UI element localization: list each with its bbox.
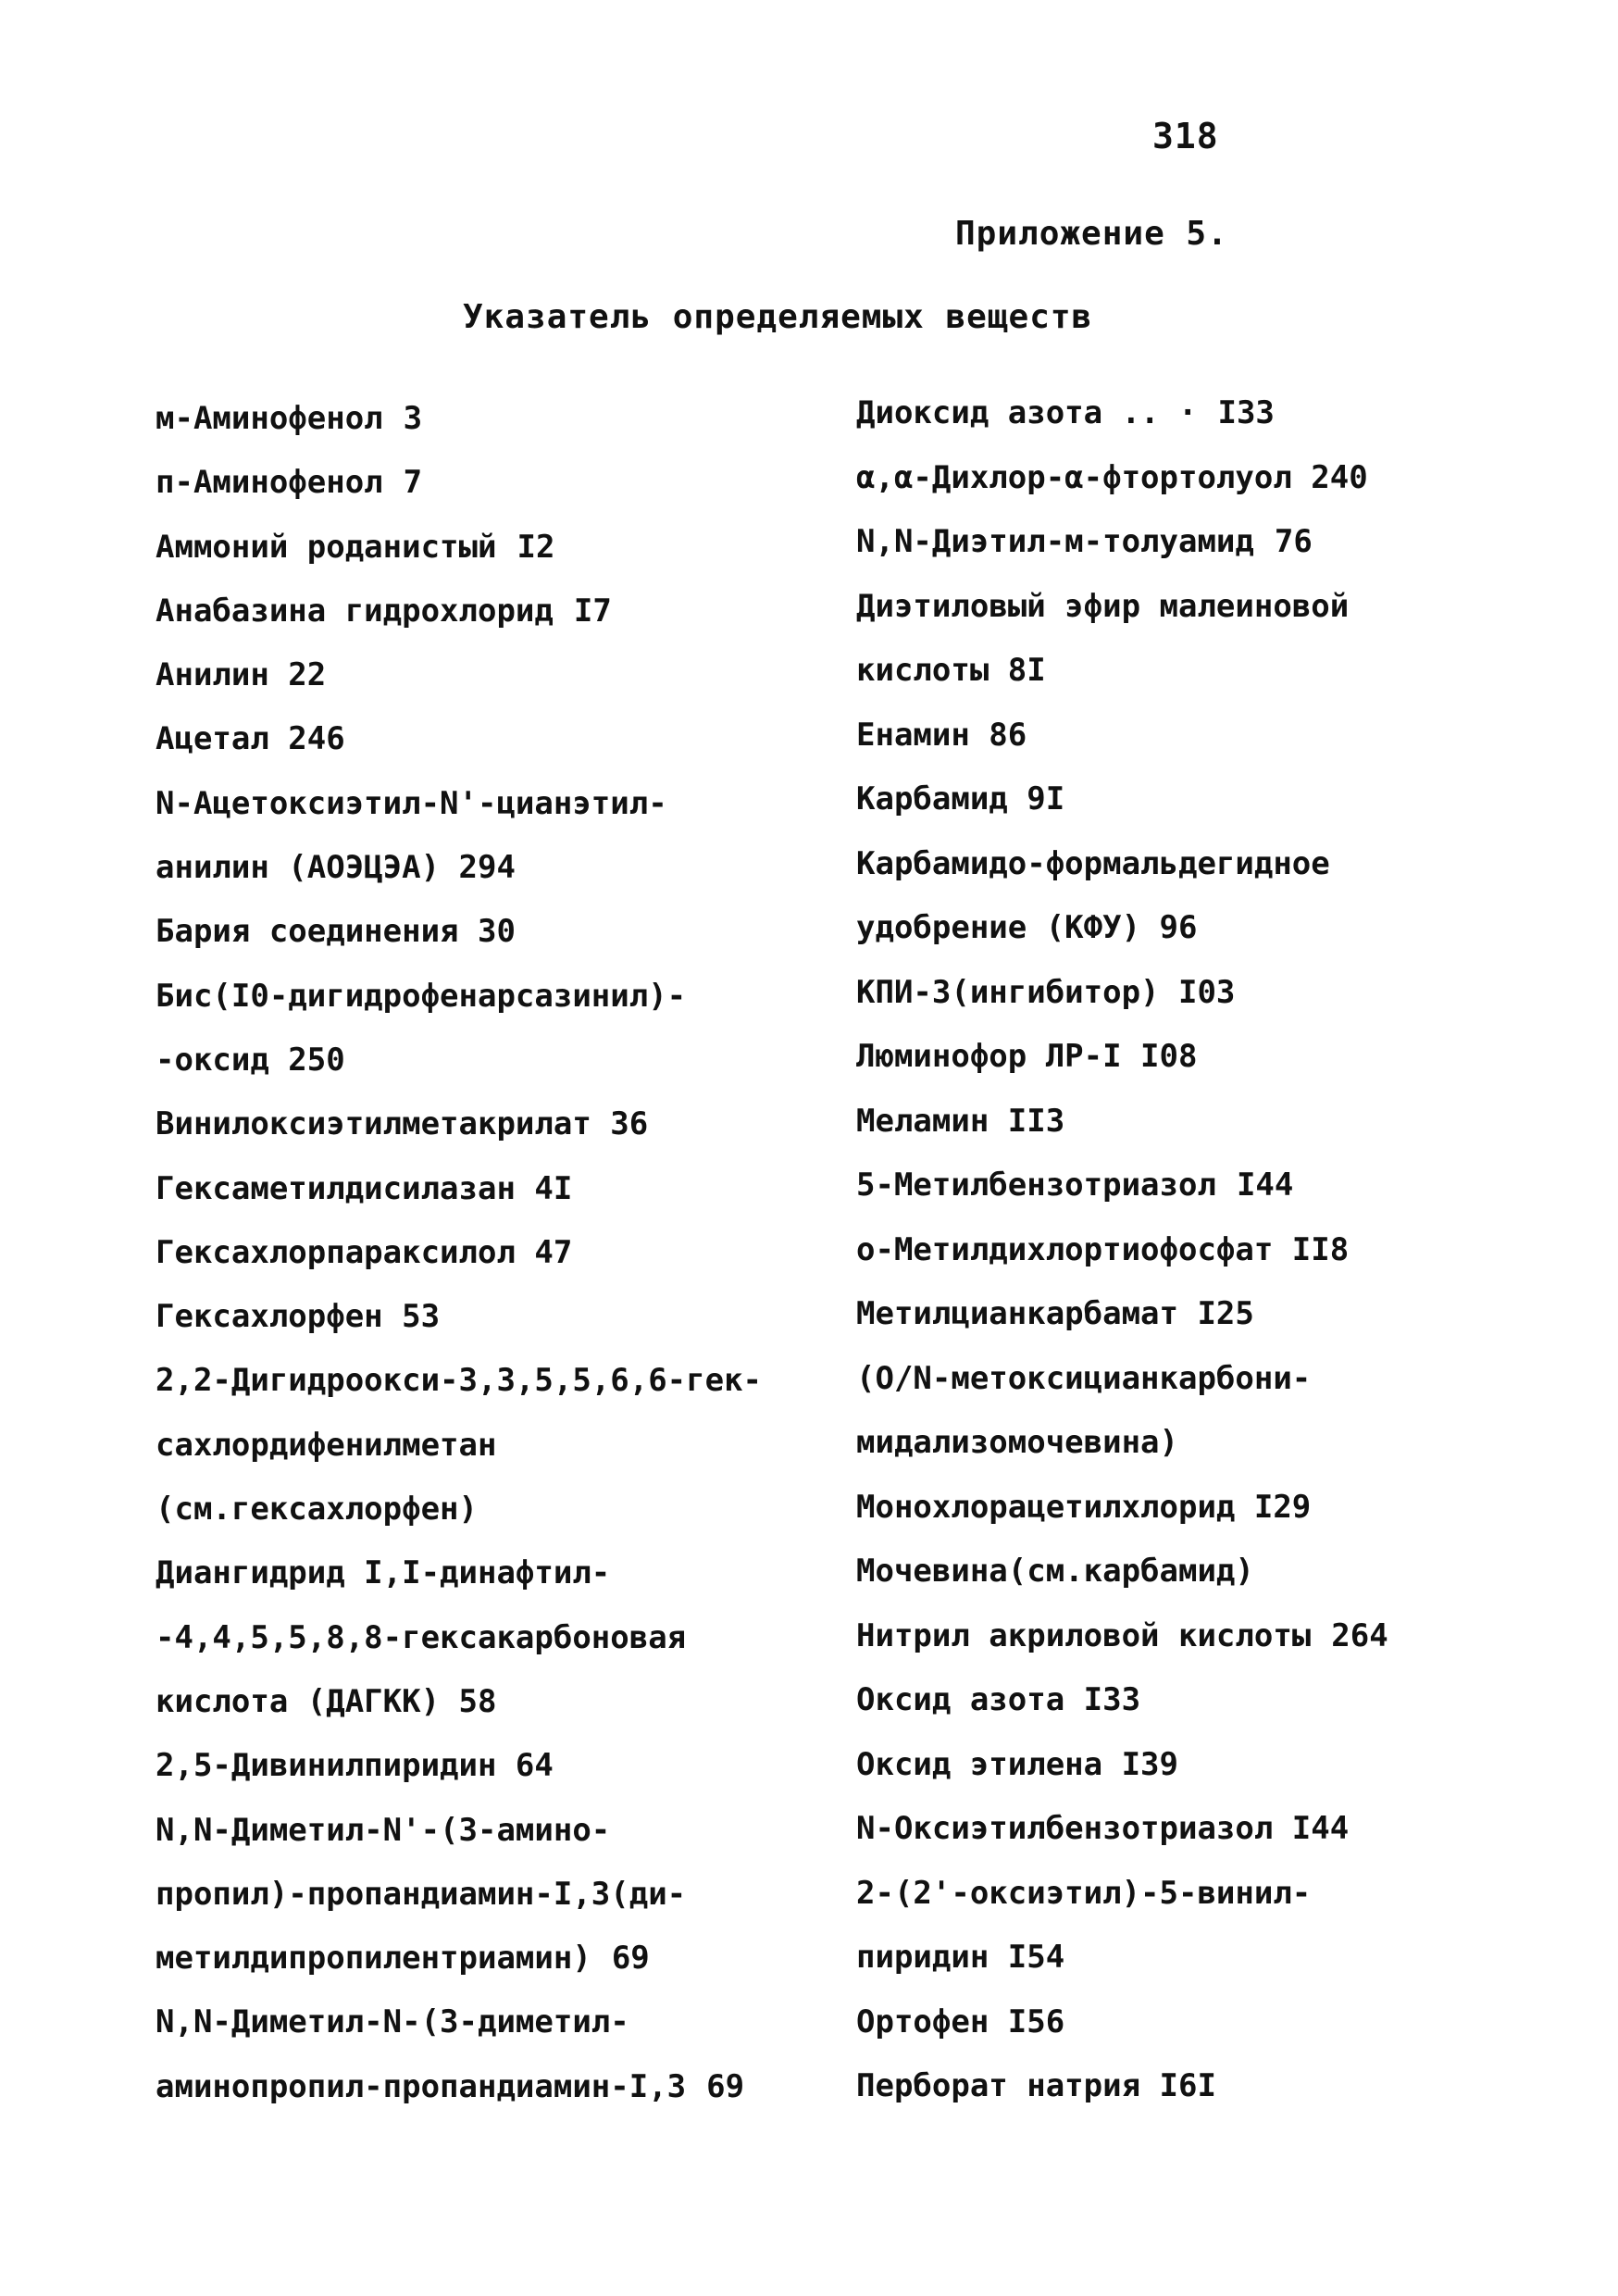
- entry-text: Оксид этилена I39: [856, 1745, 1178, 1783]
- index-entry: [156, 1812, 822, 1876]
- entry-text: Ацетал 246: [156, 720, 345, 758]
- entry-text: Бис(I0-дигидрофенарсазинил)-: [156, 977, 687, 1015]
- entry-text: Оксид азота I33: [856, 1681, 1141, 1718]
- entry-text: сахлордифенилметан: [156, 1426, 497, 1464]
- index-entry: [856, 1295, 1597, 1360]
- index-entry: [856, 1875, 1597, 1940]
- index-entry: [156, 978, 822, 1042]
- entry-text: Карбамидо-формальдегидное: [856, 844, 1330, 882]
- index-entry: [856, 459, 1597, 524]
- entry-text: Гексаметилдисилазан 4I: [156, 1169, 573, 1207]
- entry-text: N,N-Диэтил-м-толуамид: [856, 523, 1254, 560]
- index-entry: [156, 2003, 822, 2067]
- index-entry: [156, 1234, 822, 1298]
- entry-page-number: 69: [706, 2067, 745, 2105]
- appendix-label: Приложение 5.: [955, 215, 1228, 253]
- index-entry: [856, 1167, 1597, 1231]
- entry-text: Перборат натрия I6I: [856, 2067, 1216, 2104]
- index-entry: [856, 909, 1597, 974]
- entry-text: кислоты 8I: [856, 652, 1046, 689]
- entry-text: α,α-Дихлор-α-фтортолуол 240: [856, 458, 1368, 496]
- index-entry: [856, 523, 1597, 588]
- index-entry: [856, 1746, 1597, 1811]
- index-entry: [156, 1940, 822, 2003]
- entry-text: кислота (ДАГКК) 58: [156, 1682, 497, 1720]
- index-entry: [156, 720, 822, 784]
- index-entry: [156, 1554, 822, 1618]
- entry-text: -оксид 250: [156, 1041, 345, 1079]
- entry-text: Монохлорацетилхлорид I29: [856, 1488, 1312, 1526]
- index-entry: [856, 974, 1597, 1039]
- entry-text: Гексахлорфен 53: [156, 1298, 441, 1336]
- index-right-column: [856, 394, 1597, 2132]
- entry-text: Люминофор ЛР-I I08: [856, 1038, 1198, 1075]
- index-entry: [156, 1619, 822, 1683]
- entry-text: анилин (АОЭЦЭА) 294: [156, 849, 516, 887]
- entry-page-number: 264: [1331, 1616, 1388, 1654]
- index-entry: [856, 588, 1597, 653]
- entry-text: пропил)-пропандиамин-I,3(ди-: [156, 1875, 687, 1913]
- index-entry: [156, 1362, 822, 1426]
- index-entry: [856, 1489, 1597, 1554]
- entry-page-number: 69: [611, 1940, 650, 1978]
- index-entry: [156, 593, 822, 656]
- entry-text: Метилцианкарбамат I25: [856, 1295, 1254, 1332]
- entry-text: п-Аминофенол: [156, 464, 383, 502]
- entry-text: N,N-Диметил-N'-(3-амино-: [156, 1811, 611, 1849]
- index-entry: [856, 2003, 1597, 2068]
- index-entry: [156, 1876, 822, 1940]
- index-entry: [856, 780, 1597, 845]
- entry-text: Мочевина(см.карбамид): [856, 1553, 1254, 1590]
- entry-text: N-Ацетоксиэтил-N'-цианэтил-: [156, 784, 667, 822]
- entry-text: 2-(2'-оксиэтил)-5-винил-: [856, 1874, 1312, 1912]
- entry-text: мидализомочевина): [856, 1424, 1178, 1461]
- index-entry: [156, 1427, 822, 1491]
- entry-page-number: I7: [573, 592, 612, 630]
- entry-text: (О/N-метоксицианкарбони-: [856, 1359, 1312, 1397]
- index-entry: [156, 785, 822, 849]
- index-entry: [156, 1042, 822, 1105]
- index-entry: [856, 1103, 1597, 1167]
- entry-text: N,N-Диметил-N-(3-диметил-: [156, 2003, 629, 2041]
- entry-page-number: 76: [1274, 523, 1313, 560]
- entry-text: 2,5-Дивинилпиридин 64: [156, 1747, 554, 1785]
- index-entry: [156, 1683, 822, 1747]
- index-entry: [856, 1810, 1597, 1875]
- entry-text: м-Аминофенол: [156, 400, 383, 437]
- index-entry: [156, 656, 822, 720]
- entry-page-number: 3: [403, 400, 423, 437]
- entry-text: -4,4,5,5,8,8-гексакарбоновая: [156, 1618, 687, 1656]
- index-entry: [156, 2068, 822, 2132]
- entry-text: Меламин II3: [856, 1102, 1065, 1140]
- index-title: Указатель определяемых веществ: [463, 298, 1093, 336]
- index-entry: [156, 1105, 822, 1169]
- entry-text: удобрение (КФУ) 96: [856, 909, 1198, 946]
- index-entry: [856, 652, 1597, 717]
- entry-page-number: I44: [1236, 1167, 1294, 1204]
- index-entry: [856, 717, 1597, 781]
- entry-text: метилдипропилентриамин): [156, 1940, 591, 1978]
- entry-text: аминопропил-пропандиамин-I,3: [156, 2067, 687, 2105]
- entry-text: Нитрил акриловой кислоты: [856, 1616, 1312, 1654]
- index-entry: [856, 1681, 1597, 1746]
- entry-text: КПИ-3(ингибитор) I03: [856, 973, 1236, 1011]
- page-number: 318: [1152, 116, 1219, 156]
- entry-text: Анилин 22: [156, 656, 327, 694]
- index-entry: [156, 1170, 822, 1234]
- entry-text: 2,2-Дигидроокси-3,3,5,5,6,6-гек-: [156, 1362, 763, 1400]
- index-entry: [856, 1231, 1597, 1296]
- index-entry: [156, 913, 822, 977]
- entry-page-number: I2: [517, 528, 555, 566]
- index-entry: [156, 529, 822, 593]
- entry-text: Диангидрид I,I-динафтил-: [156, 1554, 611, 1592]
- entry-text: Диоксид азота .. ·: [856, 394, 1198, 431]
- entry-text: Карбамид 9I: [856, 780, 1065, 817]
- entry-text: Енамин 86: [856, 716, 1027, 754]
- entry-text: Бария соединения 30: [156, 913, 516, 951]
- entry-text: Анабазина гидрохлорид: [156, 592, 554, 630]
- index-entry: [156, 400, 822, 464]
- entry-text: 5-Метилбензотриазол: [856, 1167, 1216, 1204]
- index-entry: [156, 849, 822, 913]
- index-entry: [856, 1617, 1597, 1682]
- index-entry: [856, 1424, 1597, 1489]
- entry-text: Диэтиловый эфир малеиновой: [856, 587, 1350, 625]
- entry-text: пиридин I54: [856, 1939, 1065, 1976]
- entry-text: Аммоний роданистый: [156, 528, 497, 566]
- entry-text: (см.гексахлорфен): [156, 1491, 478, 1529]
- index-entry: [156, 1491, 822, 1554]
- index-entry: [856, 1360, 1597, 1425]
- index-entry: [856, 1939, 1597, 2003]
- index-entry: [156, 464, 822, 528]
- entry-text: о-Метилдихлортиофосфат II8: [856, 1230, 1350, 1268]
- index-entry: [856, 2067, 1597, 2132]
- index-entry: [856, 845, 1597, 910]
- entry-text: Винилоксиэтилметакрилат 36: [156, 1105, 649, 1143]
- index-entry: [156, 1298, 822, 1362]
- index-left-column: [156, 400, 822, 2132]
- index-entry: [856, 1553, 1597, 1617]
- entry-text: Ортофен I56: [856, 2003, 1065, 2040]
- entry-text: Гексахлорпараксилол 47: [156, 1233, 573, 1271]
- entry-page-number: I33: [1217, 394, 1275, 431]
- index-entry: [156, 1747, 822, 1811]
- entry-text: N-Оксиэтилбензотриазол I44: [856, 1810, 1350, 1847]
- entry-page-number: 7: [403, 464, 423, 502]
- index-entry: [856, 394, 1597, 459]
- index-entry: [856, 1038, 1597, 1103]
